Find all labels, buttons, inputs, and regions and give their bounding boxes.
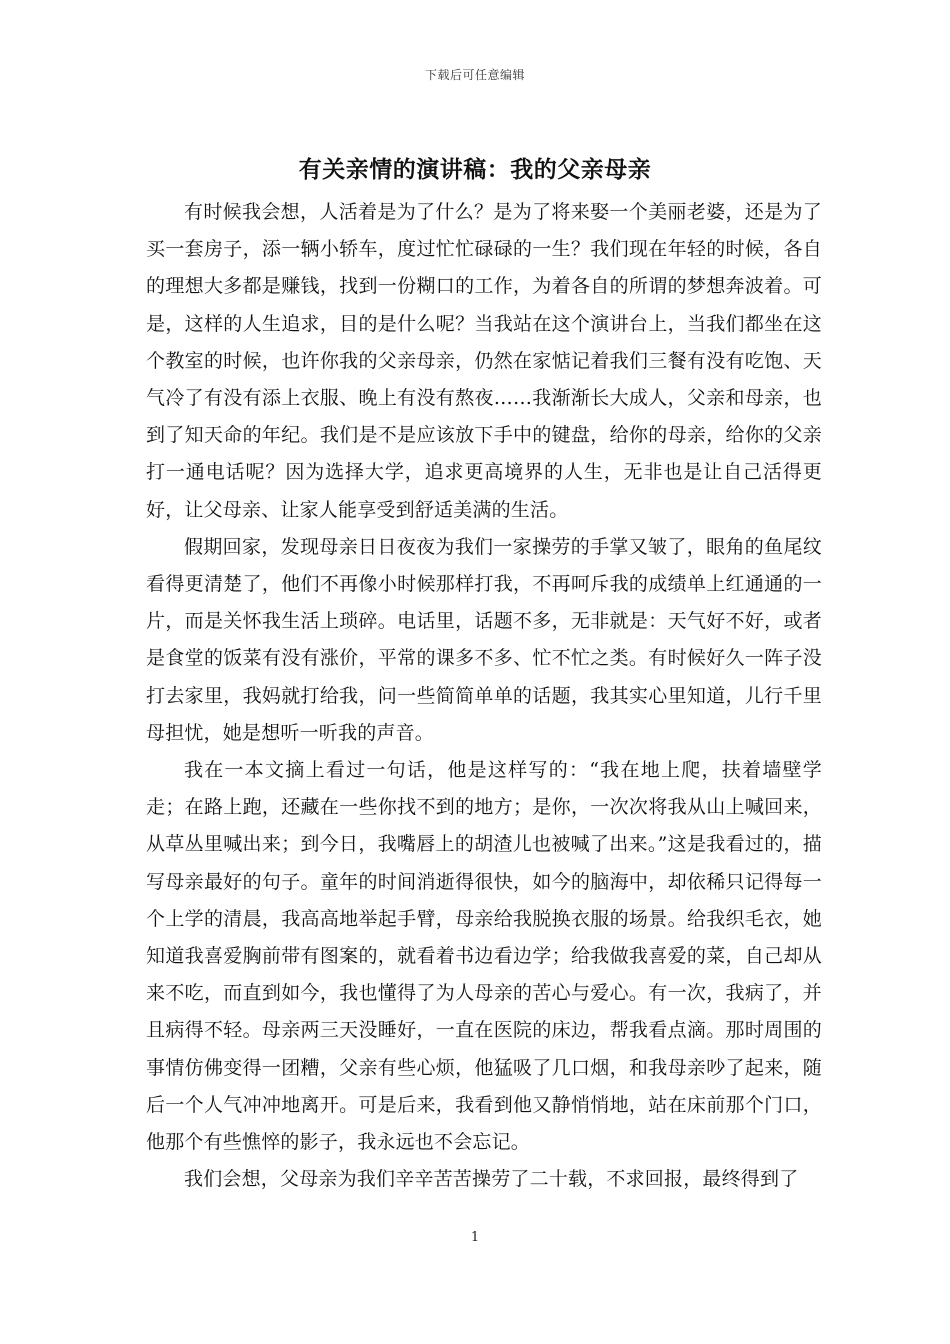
document-body — [146, 194, 822, 1198]
document-title: 有关亲情的演讲稿：我的父亲母亲 — [298, 156, 652, 183]
paragraph-3: 我在一本文摘上看过一句话，他是这样写的：“我在地上爬，扶着墙壁学走；在路上跑，还藏在一些你找不到的地方；是你，一次次将我从山上喊回来，从草丛里喊出来；到今日，我嘴唇上的胡渣儿也被喊了出来。”这是我看过的，描写母亲最好的句子。童年的时间消逝得很快，如今的脑海中，却依稀只记得每一个上学的清晨，我高高地举起手臂，母亲给我脱换衣服的场景。给我织毛衣，她知道我喜爱胸前带有图案的，就看着书边看边学；给我做我喜爱的菜，自己却从来不吃，而直到如今，我也懂得了为人母亲的苦心与爱心。有一次，我病了，并且病得不轻。母亲两三天没睡好，一直在医院的床边，帮我看点滴。那时周围的事情仿佛变得一团糟，父亲有些心烦，他猛吸了几口烟，和我母亲吵了起来，随后一个人气冲冲地离开。可是后来，我看到他又静悄悄地，站在床前那个门口，他那个有些憔悴的影子，我永远也不会忘记。 — [146, 759, 822, 1154]
header-note: 下载后可任意编辑 — [424, 68, 525, 82]
paragraph-2: 假期回家，发现母亲日日夜夜为我们一家操劳的手掌又皱了，眼角的鱼尾纹看得更清楚了，他们不再像小时候那样打我，不再呵斥我的成绩单上红通通的一片，而是关怀我生活上琐碎。电话里，话题不多，无非就是：天气好不好，或者是食堂的饭菜有没有涨价，平常的课多不多、忙不忙之类。有时候好久一阵子没打去家里，我妈就打给我，问一些简简单单的话题，我其实心里知道，儿行千里母担忧，她是想听一听我的声音。 — [146, 535, 822, 744]
paragraph-4: 我们会想，父母亲为我们辛辛苦苦操劳了二十载，不求回报，最终得到了 — [184, 1168, 799, 1191]
paragraph-1: 有时候我会想，人活着是为了什么？是为了将来娶一个美丽老婆，还是为了买一套房子，添一辆小轿车，度过忙忙碌碌的一生？我们现在年轻的时候，各自的理想大多都是赚钱，找到一份糊口的工作，为着各自的所谓的梦想奔波着。可是，这样的人生追求，目的是什么呢？当我站在这个演讲台上，当我们都坐在这个教室的时候，也许你我的父亲母亲，仍然在家惦记着我们三餐有没有吃饱、天气冷了有没有添上衣服、晚上有没有熬夜……我渐渐长大成人，父亲和母亲，也到了知天命的年纪。我们是不是应该放下手中的键盘，给你的母亲，给你的父亲打一通电话呢？因为选择大学，追求更高境界的人生，无非也是让自己活得更好，让父母亲、让家人能享受到舒适美满的生活。 — [146, 201, 822, 521]
page-number: 1 — [470, 1230, 480, 1245]
